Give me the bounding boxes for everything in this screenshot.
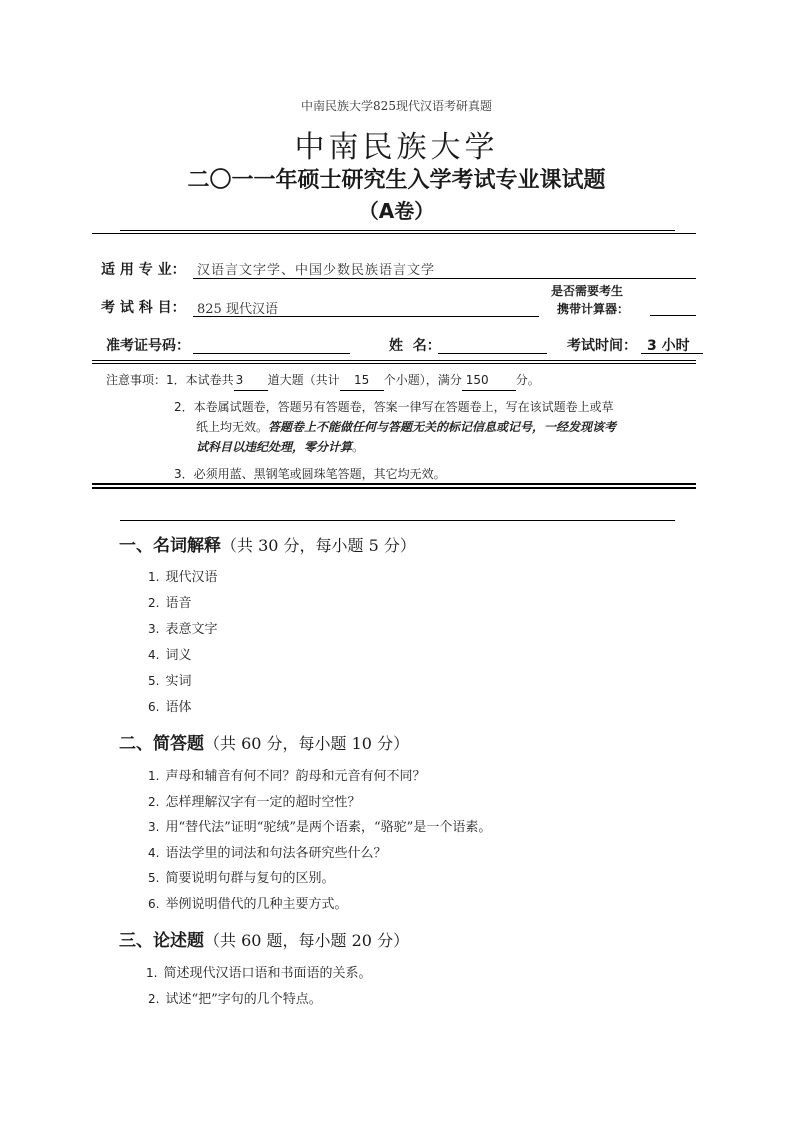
small-question-count: 15 — [340, 370, 384, 391]
question-item — [148, 893, 491, 919]
university-title: 中南民族大学 — [294, 130, 499, 165]
notice-item-2-line1: 本卷属试题卷，答题另有答题卷，答案一律写在答题卷上，写在该试题卷上或草 — [193, 400, 614, 414]
section-1-heading — [119, 531, 416, 556]
question-text: 语体 — [165, 700, 192, 715]
paper-type: （A卷） — [358, 199, 435, 223]
major-field-line — [193, 278, 696, 279]
notice-item-3-num: 3． — [174, 467, 194, 481]
question-item — [148, 644, 217, 670]
subject-value: 825 现代汉语 — [197, 302, 278, 317]
question-text: 简述现代汉语口语和书面语的关系。 — [163, 966, 372, 981]
header-note: 中南民族大学825现代汉语考研真题 — [301, 99, 492, 113]
question-item — [148, 566, 217, 592]
info-divider-bottom — [92, 363, 696, 364]
ticket-value[interactable] — [193, 335, 350, 353]
notice-divider-top — [92, 483, 696, 485]
question-number: 5. — [148, 674, 160, 688]
notice-warning-bold-cont: 试科目以违纪处理，零分计算 — [196, 440, 353, 454]
major-value: 汉语言文字学、中国少数民族语言文学 — [197, 263, 436, 278]
calculator-field-line — [650, 315, 696, 316]
notice-block — [106, 370, 706, 391]
question-text: 试述“把”字句的几个特点。 — [165, 992, 322, 1007]
section-2-score: （共 60 分，每小题 10 分） — [204, 734, 410, 753]
section-3-questions — [146, 962, 371, 1014]
question-number: 1. — [148, 570, 160, 584]
question-text: 现代汉语 — [165, 570, 218, 585]
ticket-field-line — [193, 353, 350, 354]
section-2-heading — [119, 729, 409, 754]
question-number: 1. — [148, 769, 160, 783]
notice-label: 注意事项： — [106, 373, 167, 387]
header-divider-bottom — [92, 233, 696, 234]
question-number: 2. — [148, 794, 160, 809]
question-text: 表意文字 — [165, 622, 218, 637]
question-item — [148, 791, 491, 817]
section-3-title: 三、论述题 — [119, 931, 204, 951]
question-text: 声母和辅音有何不同？韵母和元音有何不同？ — [165, 769, 426, 784]
question-number: 3. — [148, 622, 160, 636]
question-number: 2. — [148, 596, 160, 610]
section-3-heading — [119, 926, 409, 951]
full-score: 150 — [462, 370, 516, 391]
question-item — [148, 842, 491, 868]
question-number: 6. — [148, 700, 160, 714]
notice-text: 。 — [352, 440, 365, 454]
info-divider-top — [92, 360, 696, 361]
question-item — [148, 696, 217, 722]
name-label: 姓 名： — [389, 338, 441, 354]
section-3-score: （共 60 题，每小题 20 分） — [204, 931, 410, 950]
question-number: 3. — [148, 820, 160, 834]
section-2-questions — [148, 765, 491, 918]
calculator-value[interactable] — [650, 298, 696, 314]
time-value: 3 小时 — [647, 338, 690, 354]
header-divider-top — [120, 230, 675, 231]
question-number: 4. — [148, 648, 160, 662]
question-item — [148, 867, 491, 893]
question-text: 简要说明句群与复句的区别。 — [165, 871, 335, 886]
question-number: 6. — [148, 896, 160, 911]
notice-text: 道大题（共计 — [267, 373, 340, 387]
notice-item-1-num: 1． — [166, 373, 186, 387]
big-question-count: 3 — [234, 370, 268, 391]
subject-field-line — [193, 316, 539, 317]
ticket-label: 准考证号码： — [106, 338, 190, 354]
notice-item-2-num: 2． — [174, 400, 194, 414]
section-2-title: 二、简答题 — [119, 734, 204, 754]
exam-title: 二〇一一年硕士研究生入学考试专业课试题 — [187, 168, 606, 193]
notice-text: 个小题），满分 — [383, 373, 462, 387]
time-field-line — [641, 353, 703, 354]
time-label: 考试时间： — [567, 338, 637, 354]
calculator-label-line2: 携带计算器： — [557, 302, 630, 316]
question-item — [148, 816, 491, 842]
notice-item-3 — [174, 464, 446, 484]
question-item — [148, 670, 217, 696]
name-value[interactable] — [438, 335, 547, 353]
subject-label: 考 试 科 目： — [101, 300, 186, 316]
section-separator — [120, 520, 675, 521]
question-number: 2. — [148, 992, 160, 1006]
question-item — [146, 962, 371, 988]
section-1-questions — [148, 566, 217, 722]
calculator-label-line1: 是否需要考生 — [551, 284, 624, 298]
section-1-title: 一、名词解释 — [119, 536, 221, 556]
question-text: 实词 — [165, 674, 192, 689]
question-text: 怎样理解汉字有一定的超时空性？ — [165, 794, 361, 810]
notice-text: 本试卷共 — [185, 373, 234, 387]
notice-text: 分。 — [515, 373, 540, 387]
question-item — [146, 988, 371, 1014]
question-number: 5. — [148, 871, 160, 885]
notice-item-2 — [174, 397, 694, 457]
name-field-line — [438, 353, 547, 354]
notice-item-3-text: 必须用蓝、黑钢笔或圆珠笔答题，其它均无效。 — [193, 467, 446, 481]
question-text: 词义 — [165, 648, 192, 663]
notice-divider-bottom — [92, 487, 696, 489]
question-number: 4. — [148, 845, 160, 860]
question-item — [148, 765, 491, 791]
notice-warning-bold: 答题卷上不能做任何与答题无关的标记信息或记号，一经发现该考 — [268, 420, 617, 434]
question-text: 用“替代法”证明“驼绒”是两个语素，“骆驼”是一个语素。 — [165, 820, 492, 835]
notice-item-2-line2-plain: 纸上均无效。 — [196, 420, 269, 434]
question-number: 1. — [146, 966, 158, 980]
notice-item-1 — [106, 370, 706, 391]
question-text: 举例说明借代的几种主要方式。 — [165, 896, 348, 912]
question-item — [148, 618, 217, 644]
question-text: 语法学里的词法和句法各研究些什么？ — [165, 845, 387, 861]
question-item — [148, 592, 217, 618]
section-1-score: （共 30 分，每小题 5 分） — [221, 536, 416, 555]
major-label: 适 用 专 业： — [101, 262, 186, 278]
question-text: 语音 — [165, 596, 192, 611]
